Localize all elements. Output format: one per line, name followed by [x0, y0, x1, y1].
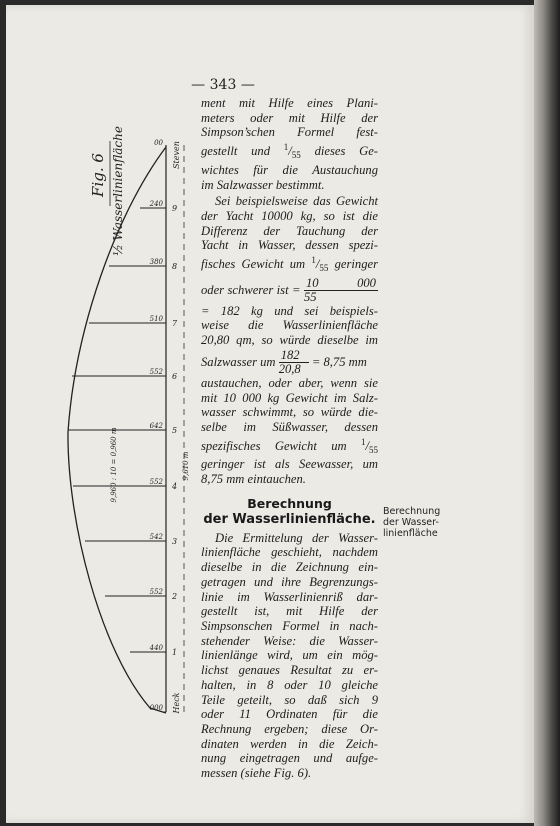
stern-label: Heck — [172, 692, 181, 714]
station-number: 7 — [172, 319, 178, 328]
text-line: im Salzwasser bestimmt. — [201, 177, 325, 192]
division-label: 9,960 : 10 = 0,960 m — [110, 427, 118, 503]
station-number: 6 — [172, 372, 178, 381]
ordinate-value: 552 — [149, 588, 163, 596]
paragraph-2 — [201, 194, 378, 487]
fraction-denominator: 55 — [303, 290, 317, 305]
fraction-1-55: $^1/_{55}$ — [283, 142, 301, 161]
text-line: getragen und ihre Begrenzungs- — [201, 574, 378, 589]
heading-line: Berechnung — [247, 495, 332, 511]
fraction-denominator: 20,8 — [278, 362, 301, 377]
text-fragment: fisches Gewicht um — [201, 257, 306, 272]
text-line: = 182 kg und sei beispiels- — [201, 303, 378, 318]
ordinate-value: 000 — [149, 704, 163, 712]
text-line: meters oder mit Hilfe der — [201, 110, 378, 125]
station-number: 2 — [172, 592, 178, 601]
fraction-1-55: $^1/_{55}$ — [361, 436, 378, 455]
text-line: Rechnung ergeben; diese Or- — [201, 721, 378, 736]
fraction-1-55: $^1/_{55}$ — [311, 255, 329, 274]
text-line: Teile geteilt, so daß sich 9 — [201, 692, 378, 707]
ordinate-value: 542 — [149, 533, 163, 541]
text-line: Die Ermittelung der Wasser- — [215, 530, 378, 545]
text-line: messen (siehe Fig. 6). — [201, 766, 312, 781]
fraction-numerator: 1 — [361, 436, 366, 447]
station-number: 9 — [172, 204, 178, 213]
heading-line: der Wasserlinienfläche. — [203, 511, 376, 527]
ordinate-value: 380 — [149, 258, 163, 266]
text-line: linienfläche geschieht, nachdem — [201, 545, 378, 560]
text-line — [201, 276, 378, 304]
text-line: linie im Wasserlinienriß dar- — [201, 589, 378, 604]
total-length-label: 9,610 m — [182, 451, 190, 481]
ordinate-value: 240 — [149, 200, 163, 208]
text-fragment: gestellt und — [201, 144, 271, 159]
paragraph-1 — [201, 96, 378, 192]
text-fragment: geringer — [334, 257, 378, 272]
text-fragment: spezifisches Gewicht um — [201, 438, 347, 453]
margin-note-line: Berechnung — [383, 506, 441, 517]
text-line: mit 10 000 kg Gewicht im Salz- — [201, 390, 378, 405]
ordinate-value: 00 — [154, 139, 163, 147]
text-line: austauchen, oder aber, wenn sie — [201, 375, 378, 390]
ordinate-values — [149, 139, 164, 712]
page-number-dash-right: — — [240, 77, 255, 93]
text-line: Simpsonschen Formel in nach- — [201, 618, 378, 633]
ordinate-value: 642 — [149, 422, 163, 430]
figure-6-label — [89, 126, 125, 256]
fraction-denominator: 55 — [319, 263, 329, 274]
margin-note — [383, 506, 463, 539]
margin-note-line: der Wasser- — [383, 517, 439, 528]
text-line: der Yacht 10000 kg, so ist die — [201, 208, 378, 223]
text-line — [201, 140, 378, 163]
text-line: geringer ist als Seewasser, um — [201, 457, 378, 472]
station-numbers — [171, 204, 178, 657]
figure-6-title: Fig. 6 — [89, 153, 107, 197]
station-number: 3 — [172, 537, 178, 546]
ordinate-value: 510 — [149, 315, 163, 323]
text-line: wasser schwimmt, so würde die- — [201, 405, 378, 420]
text-line: oder 11 Ordinaten für die — [201, 707, 378, 722]
text-line: selbe im Süßwasser, dessen — [201, 419, 378, 434]
section-heading — [201, 496, 378, 528]
text-line: 8,75 mm eintauchen. — [201, 472, 306, 487]
text-line: 20,80 qm, so würde dieselbe im — [201, 333, 378, 348]
text-line: Differenz der Tauchung der — [201, 223, 378, 238]
fraction-numerator: 10 000 — [305, 276, 376, 291]
text-line: stehender Weise: die Wasser- — [201, 633, 378, 648]
fraction-numerator: 1 — [283, 142, 289, 153]
text-line: ment mit Hilfe eines Plani- — [201, 96, 378, 110]
text-fragment: = 8,75 mm — [311, 354, 367, 369]
station-number: 8 — [172, 262, 178, 271]
text-line — [201, 253, 378, 276]
fraction-10000-55 — [304, 277, 378, 304]
paragraph-3 — [201, 531, 378, 781]
text-line: halten, in 8 oder 10 gleiche — [201, 677, 378, 692]
bow-label: Steven — [172, 141, 181, 169]
text-line: lichst genaues Resultat zu er- — [201, 663, 378, 678]
body-text — [201, 96, 378, 781]
text-line — [201, 435, 378, 458]
page-number-value: 343 — [209, 77, 237, 93]
text-line: linienlänge wird, um ein mög- — [201, 648, 378, 663]
text-line: gestellt ist, mit Hilfe der — [201, 604, 378, 619]
ordinate-value: 440 — [149, 644, 163, 652]
text-line: wichtes für die Austauchung — [201, 162, 378, 177]
fraction-denominator: 55 — [369, 444, 378, 455]
station-number: 5 — [172, 426, 178, 435]
fraction-182-20-8 — [279, 349, 309, 376]
text-line: Yacht in Wasser, dessen spezi- — [201, 238, 378, 253]
station-number: 1 — [172, 648, 178, 657]
ordinate-value: 552 — [149, 478, 163, 486]
station-number: 4 — [172, 482, 178, 491]
margin-note-line: linienfläche — [383, 528, 438, 539]
text-line: dinaten werden in die Zeich- — [201, 736, 378, 751]
text-line: nung eingetragen und aufge- — [201, 751, 378, 766]
text-fragment: Salzwasser um — [201, 354, 276, 369]
text-line: weise die Wasserlinienfläche — [201, 318, 378, 333]
fraction-numerator: 1 — [311, 255, 316, 266]
text-fragment: oder schwerer ist = — [201, 282, 301, 297]
figure-6-subtitle: ½ Wasserlinienfläche — [111, 126, 125, 256]
text-line — [201, 348, 378, 376]
page-number-dash-left: — — [191, 77, 206, 93]
text-line: dieselbe in die Zeichnung ein- — [201, 560, 378, 575]
ordinate-value: 552 — [149, 368, 163, 376]
fraction-denominator: 55 — [291, 150, 301, 161]
fraction-numerator: 182 — [279, 349, 309, 363]
text-line: Sei beispielsweise das Gewicht — [215, 194, 378, 209]
text-fragment: dieses Ge- — [314, 144, 378, 159]
text-line: Simpson’schen Formel fest- — [201, 125, 378, 140]
